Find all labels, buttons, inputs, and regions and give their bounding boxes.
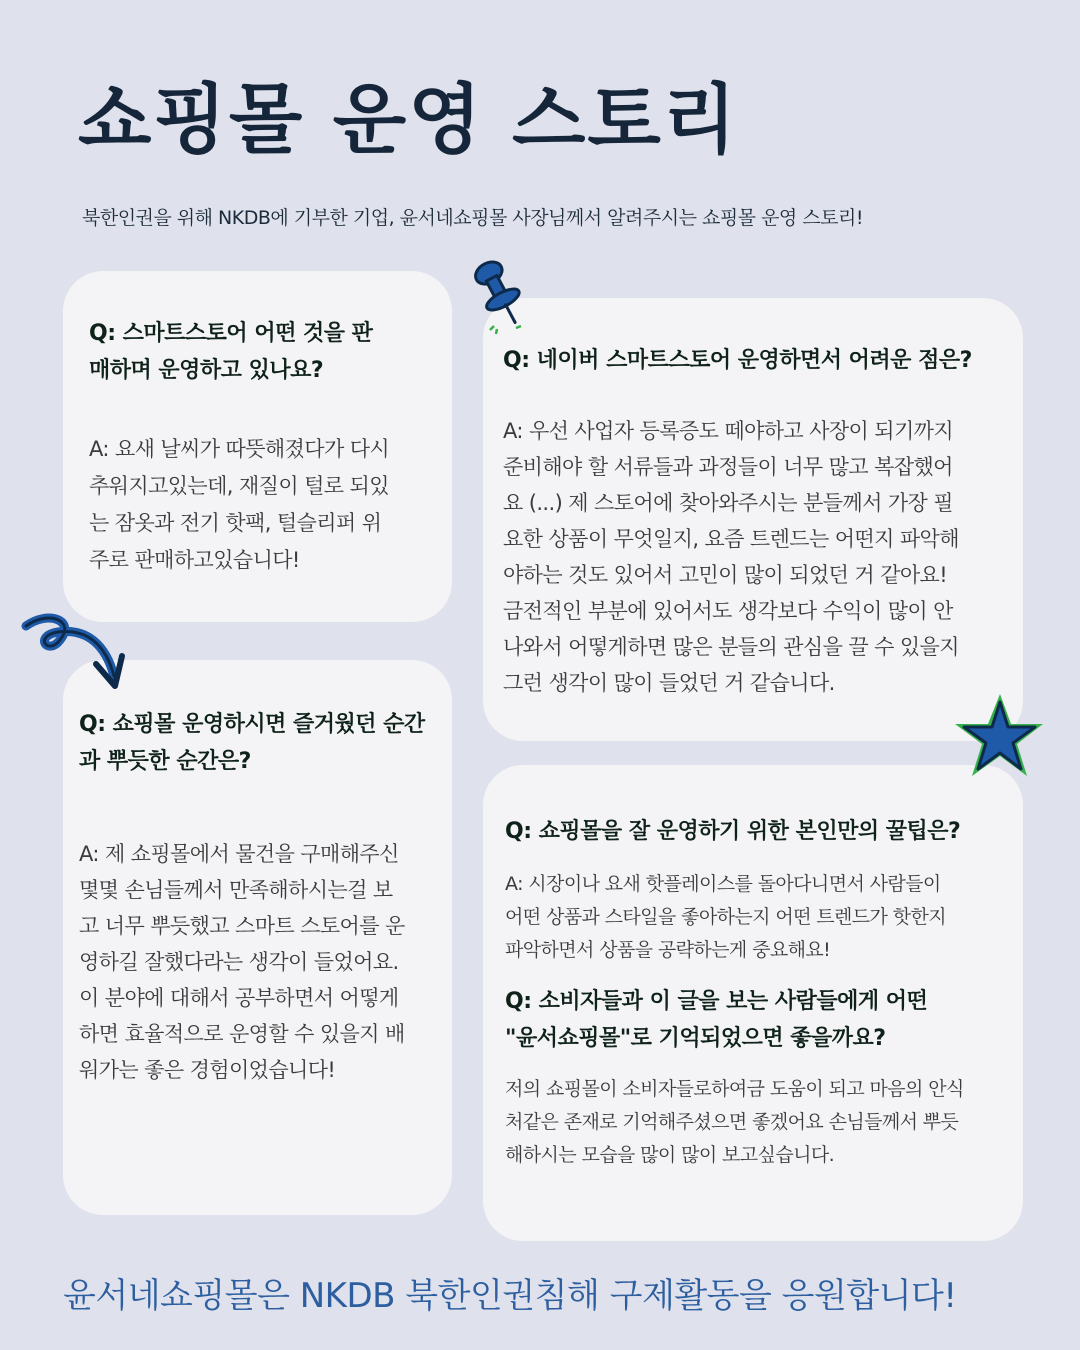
answer-line: 파악하면서 상품을 공략하는게 중요해요! [505, 939, 831, 961]
answer-line: 요한 상품이 무엇일지, 요즘 트렌드는 어떤지 파악해 [503, 527, 959, 551]
footer-message: 윤서네쇼핑몰은 NKDB 북한인권침해 구제활동을 응원합니다! [63, 1276, 957, 1316]
answer-line: A: 우선 사업자 등록증도 떼야하고 사장이 되기까지 [503, 419, 954, 443]
answer-line: 워가는 좋은 경험이었습니다! [79, 1058, 336, 1082]
answer-line: 어떤 상품과 스타일을 좋아하는지 어떤 트렌드가 핫한지 [505, 906, 946, 928]
question-line: Q: 쇼핑몰 운영하시면 즐거웠던 순간 [79, 712, 425, 737]
answer-line: 주로 판매하고있습니다! [89, 548, 300, 572]
question-line: Q: 쇼핑몰을 잘 운영하기 위한 본인만의 꿀팁은? [505, 819, 961, 844]
answer-line: 저의 쇼핑몰이 소비자들로하여금 도움이 되고 마음의 안식 [505, 1078, 964, 1100]
page-subtitle: 북한인권을 위해 NKDB에 기부한 기업, 윤서네쇼핑몰 사장님께서 알려주시는 쇼핑몰 운영 스토리! [82, 207, 863, 229]
star-icon [950, 690, 1046, 784]
answer-line: 야하는 것도 있어서 고민이 많이 되었던 거 같아요! [503, 563, 948, 587]
answer-line: 해하시는 모습을 많이 많이 보고싶습니다. [505, 1144, 835, 1166]
question-line: "윤서쇼핑몰"로 기억되었으면 좋을까요? [505, 1026, 886, 1051]
answer-line: 하면 효율적으로 운영할 수 있을지 배 [79, 1022, 405, 1046]
answer-line: 추워지고있는데, 재질이 털로 되있 [89, 474, 389, 498]
question-line: 과 뿌듯한 순간은? [79, 749, 251, 774]
answer-line: 이 분야에 대해서 공부하면서 어떻게 [79, 986, 399, 1010]
question-line: Q: 스마트스토어 어떤 것을 판 [89, 321, 373, 346]
answer-line: 처같은 존재로 기억해주셨으면 좋겠어요 손님들께서 뿌듯 [505, 1111, 959, 1133]
answer-line: 는 잠옷과 전기 핫팩, 털슬리퍼 위 [89, 511, 382, 535]
answer-line: A: 제 쇼핑몰에서 물건을 구매해주신 [79, 842, 399, 866]
page-title: 쇼핑몰 운영 스토리 [78, 75, 739, 164]
question-line: Q: 네이버 스마트스토어 운영하면서 어려운 점은? [503, 348, 972, 373]
answer-line: A: 요새 날씨가 따뜻해졌다가 다시 [89, 437, 390, 461]
answer-line: 요 (...) 제 스토어에 찾아와주시는 분들께서 가장 필 [503, 491, 953, 515]
answer-line: 고 너무 뿌듯했고 스마트 스토어를 운 [79, 914, 405, 938]
question-line: Q: 소비자들과 이 글을 보는 사람들에게 어떤 [505, 989, 928, 1014]
qa-card-products [63, 271, 452, 622]
answer-line: 몇몇 손님들께서 만족해하시는걸 보 [79, 878, 393, 902]
question-line: 매하며 운영하고 있나요? [89, 358, 324, 383]
curved-arrow-icon [18, 606, 133, 696]
qa-card-tips [483, 765, 1023, 1241]
answer-line: 그런 생각이 많이 들었던 거 같습니다. [503, 671, 835, 695]
answer-line: 준비해야 할 서류들과 과정들이 너무 많고 복잡했어 [503, 455, 953, 479]
answer-line: 금전적인 부분에 있어서도 생각보다 수익이 많이 안 [503, 599, 953, 623]
qa-card-difficulties [483, 298, 1023, 741]
pushpin-icon [466, 256, 536, 336]
answer-line: A: 시장이나 요새 핫플레이스를 돌아다니면서 사람들이 [505, 873, 941, 895]
answer-line: 나와서 어떻게하면 많은 분들의 관심을 끌 수 있을지 [503, 635, 959, 659]
qa-card-moments [63, 660, 452, 1215]
answer-line: 영하길 잘했다라는 생각이 들었어요. [79, 950, 399, 974]
